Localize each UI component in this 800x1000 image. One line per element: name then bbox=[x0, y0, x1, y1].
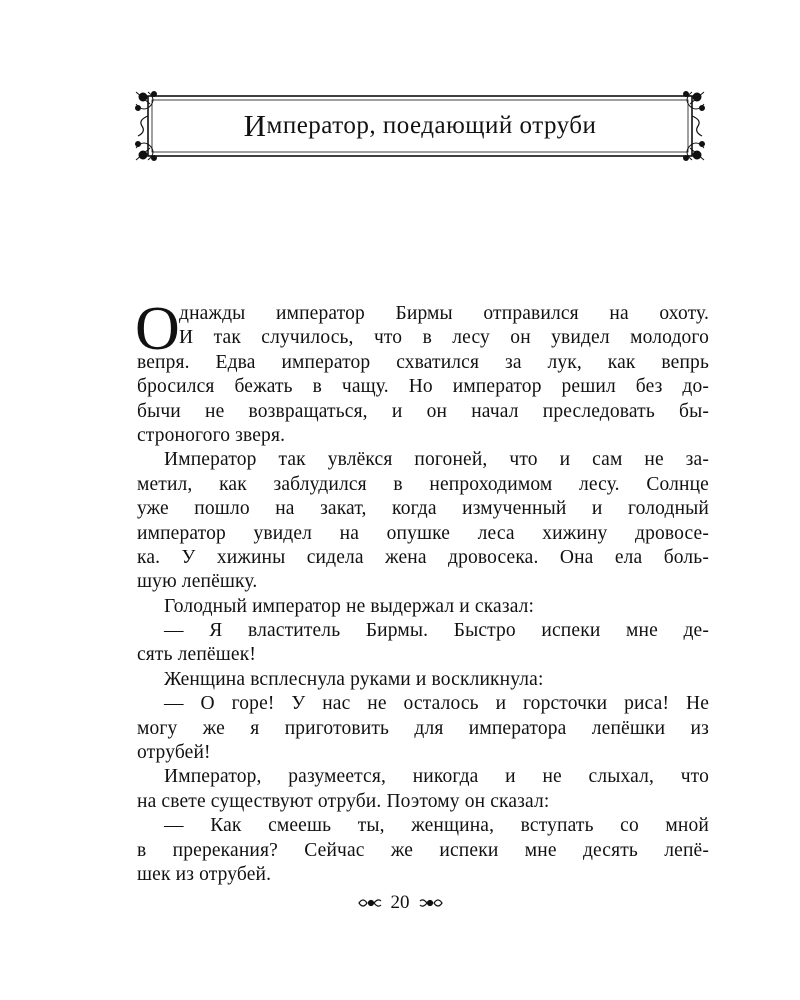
text-line: Император так увлёкся погоней, что и сам не за- bbox=[164, 449, 709, 471]
text-line: бычи не возвращаться, и он начал преследовать бы- bbox=[137, 400, 709, 422]
title-initial: И bbox=[243, 108, 267, 143]
floral-ornament-icon bbox=[418, 895, 444, 911]
text-line-content: днажды император Бирмы отправился на охоту. bbox=[179, 303, 709, 324]
text-line: шек из отрубей. bbox=[137, 863, 272, 885]
text-line: — Как смеешь ты, женщина, вступать со мной bbox=[164, 815, 709, 837]
text-line: могу же я приготовить для императора лепёшки из bbox=[137, 717, 709, 739]
page-number: 20 bbox=[390, 892, 410, 913]
text-line: шую лепёшку. bbox=[137, 571, 258, 593]
text-line: ка. У хижины сидела жена дровосека. Она ела боль- bbox=[137, 546, 709, 568]
chapter-title bbox=[134, 90, 706, 162]
text-line: строногого зверя. bbox=[137, 424, 286, 446]
title-rest: мператор, поедающий отруби bbox=[266, 112, 597, 139]
page-footer bbox=[0, 892, 800, 914]
text-line: в пререкания? Сейчас же испеки мне десять лепё- bbox=[137, 839, 709, 861]
text-line: метил, как заблудился в непроходимом лесу. Солнце bbox=[137, 473, 709, 495]
text-line: Император, разумеется, никогда и не слыхал, что bbox=[164, 766, 709, 788]
story-text bbox=[135, 295, 709, 887]
text-line: отрубей! bbox=[137, 742, 211, 764]
text-line: Женщина всплеснула руками и воскликнула: bbox=[164, 668, 544, 690]
text-line: сять лепёшек! bbox=[137, 644, 256, 666]
title-frame bbox=[134, 90, 706, 162]
drop-cap: О bbox=[135, 295, 180, 363]
text-line: Голодный император не выдержал и сказал: bbox=[164, 595, 535, 617]
text-line: бросился бежать в чащу. Но император решил без до- bbox=[137, 376, 709, 398]
text-line: вепря. Едва император схватился за лук, как вепрь bbox=[137, 351, 709, 373]
text-line: — О горе! У нас не осталось и горсточки риса! Не bbox=[164, 693, 709, 715]
text-line: уже пошло на закат, когда измученный и голодный bbox=[137, 498, 709, 520]
text-line: на свете существуют отруби. Поэтому он сказал: bbox=[137, 790, 550, 812]
text-line: император увидел на опушке леса хижину дровосе- bbox=[137, 522, 709, 544]
text-line: И так случилось, что в лесу он увидел молодого bbox=[179, 327, 709, 349]
text-line: — Я властитель Бирмы. Быстро испеки мне де- bbox=[164, 620, 709, 642]
floral-ornament-icon bbox=[357, 895, 383, 911]
